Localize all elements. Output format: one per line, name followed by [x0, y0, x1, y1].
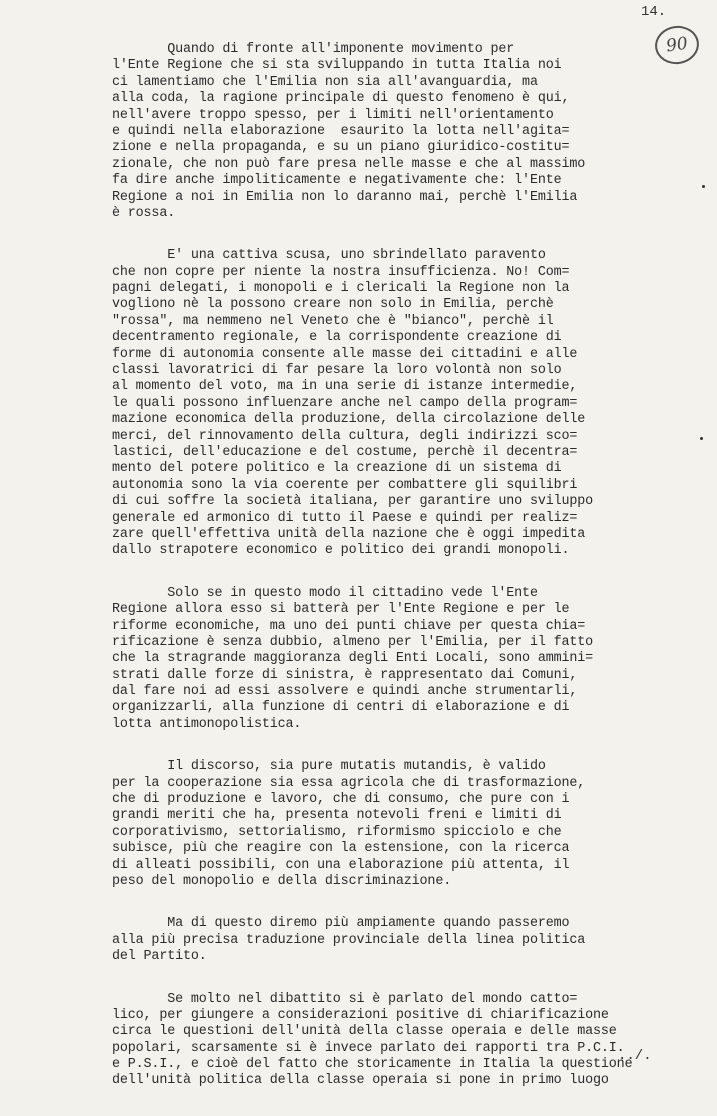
text-line: lico, per giungere a considerazioni positive di chiarificazione: [112, 1007, 609, 1023]
paragraph: [112, 992, 680, 1090]
text-line: nell'avere troppo spesso, per i limiti nell'orientamento: [112, 107, 554, 123]
text-line: Se molto nel dibattito si è parlato del mondo catto=: [112, 991, 578, 1007]
text-line: lotta antimonopolistica.: [112, 716, 302, 732]
text-line: organizzarli, alla funzione di centri di elaborazione e di: [112, 700, 570, 716]
text-line: lastici, dell'educazione e del costume, perchè il decentra=: [112, 444, 578, 460]
text-line: dallo strapotere economico e politico dei grandi monopoli.: [112, 543, 570, 559]
text-line: autonomia sono la via coerente per combattere gli squilibri: [112, 477, 578, 493]
text-line: di alleati possibili, con una elaborazione più attenta, il: [112, 857, 570, 873]
text-line: e quindi nella elaborazione esaurito la lotta nell'agita=: [112, 123, 570, 139]
text-line: di cui soffre la società italiana, per garantire uno sviluppo: [112, 494, 594, 510]
text-line: alla più precisa traduzione provinciale della linea politica: [112, 932, 586, 948]
text-line: per la cooperazione sia essa agricola che di trasformazione,: [112, 775, 586, 791]
text-line: dell'unità politica della classe operaia si pone in primo luogo: [112, 1073, 609, 1089]
text-line: classi lavoratrici di far pesare la loro volontà non solo: [112, 363, 562, 379]
paragraph: [112, 586, 680, 734]
text-line: Solo se in questo modo il cittadino vede l'Ente: [112, 585, 538, 601]
text-line: Quando di fronte all'imponente movimento per: [112, 42, 515, 57]
margin-mark: [702, 185, 705, 188]
document-body: [112, 42, 680, 1116]
text-line: decentramento regionale, e la corrispondente creazione di: [112, 330, 562, 346]
page-number: 14.: [641, 4, 667, 20]
text-line: merci, del rinnovamento della cultura, degli indirizzi sco=: [112, 428, 578, 444]
continuation-mark: ../.: [618, 1048, 652, 1064]
text-line: ci lamentiamo che l'Emilia non sia all'avanguardia, ma: [112, 74, 538, 90]
text-line: strati dalle forze di sinistra, è rappresentato dai Comuni,: [112, 667, 578, 683]
text-line: zare quell'effettiva unità della nazione che è oggi impedita: [112, 526, 586, 542]
paragraph: [112, 916, 680, 965]
text-line: popolari, scarsamente si è invece parlato dei rapporti tra P.C.I.: [112, 1040, 625, 1056]
text-line: Regione a noi in Emilia non lo daranno mai, perchè l'Emilia: [112, 189, 578, 205]
paragraph: [112, 248, 680, 559]
text-line: pagni delegati, i monopoli e i clericali la Regione non la: [112, 281, 570, 297]
text-line: vogliono nè la possono creare non solo in Emilia, perchè: [112, 297, 554, 313]
text-line: mazione economica della produzione, della circolazione delle: [112, 412, 586, 428]
text-line: zionale, che non può fare presa nelle masse e che al massimo: [112, 156, 586, 172]
text-line: "rossa", ma nemmeno nel Veneto che è "bianco", perchè il: [112, 313, 554, 329]
text-line: Il discorso, sia pure mutatis mutandis, è valido: [112, 759, 546, 775]
text-line: generale ed armonico di tutto il Paese e quindi per realiz=: [112, 510, 578, 526]
text-line: è rossa.: [112, 205, 176, 221]
text-line: e P.S.I., e cioè del fatto che storicamente in Italia la questione: [112, 1057, 633, 1073]
paragraph: [112, 759, 680, 890]
text-line: mento del potere politico e la creazione di un sistema di: [112, 461, 562, 477]
text-line: che la stragrande maggioranza degli Enti Locali, sono ammini=: [112, 651, 594, 667]
text-line: subisce, più che reagire con la estensione, con la ricerca: [112, 841, 570, 857]
text-line: che non copre per niente la nostra insufficienza. No! Com=: [112, 264, 570, 280]
text-line: del Partito.: [112, 949, 207, 965]
text-line: forme di autonomia consente alle masse dei cittadini e alle: [112, 346, 578, 362]
text-line: al momento del voto, ma in una serie di istanze intermedie,: [112, 379, 578, 395]
paragraph: [112, 42, 680, 222]
text-line: l'Ente Regione che si sta sviluppando in tutta Italia noi: [112, 58, 562, 74]
text-line: corporativismo, settorialismo, riformismo spicciolo e che: [112, 824, 562, 840]
text-line: che di produzione e lavoro, che di consumo, che pure con i: [112, 792, 570, 808]
text-line: Ma di questo diremo più ampiamente quando passeremo: [112, 916, 570, 932]
text-line: fa dire anche impoliticamente e negativamente che: l'Ente: [112, 173, 562, 189]
text-line: peso del monopolio e della discriminazione.: [112, 873, 452, 889]
text-line: dal fare noi ad essi assolvere e quindi anche strumentarli,: [112, 684, 578, 700]
text-line: alla coda, la ragione principale di questo fenomeno è qui,: [112, 91, 570, 107]
stamp-number: 90: [664, 33, 690, 57]
text-line: riforme economiche, ma uno dei punti chiave per questa chia=: [112, 618, 586, 634]
text-line: circa le questioni dell'unità della classe operaia e delle masse: [112, 1024, 617, 1040]
text-line: Regione allora esso si batterà per l'Ente Regione e per le: [112, 602, 570, 618]
text-line: le quali possono influenzare anche nel campo della program=: [112, 395, 578, 411]
margin-mark: [700, 437, 703, 440]
text-line: E' una cattiva scusa, uno sbrindellato paravento: [112, 248, 546, 264]
text-line: grandi meriti che ha, presenta notevoli freni e limiti di: [112, 808, 562, 824]
text-line: zione e nella propaganda, e su un piano giuridico-costitu=: [112, 140, 570, 156]
text-line: rificazione è senza dubbio, almeno per l'Emilia, per il fatto: [112, 634, 594, 650]
